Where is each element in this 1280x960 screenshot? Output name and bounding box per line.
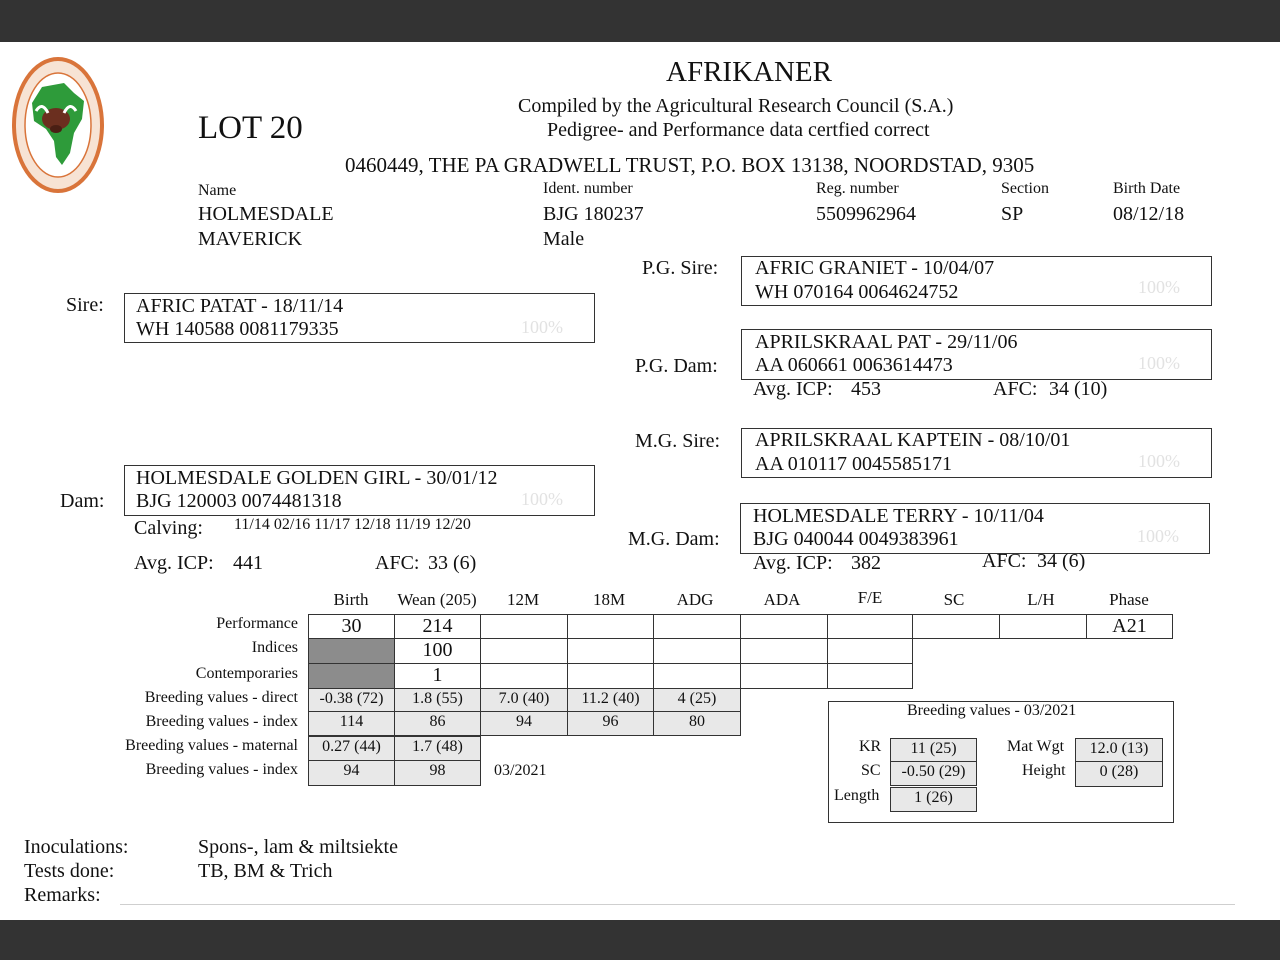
pg-sire-label: P.G. Sire: xyxy=(642,257,719,279)
contemporaries-empty xyxy=(567,663,654,689)
perf-ada xyxy=(740,614,828,639)
pg-dam-line2: AA 060661 0063614473 xyxy=(755,354,953,376)
dam-pct: 100% xyxy=(521,489,563,509)
mg-dam-label: M.G. Dam: xyxy=(628,528,720,550)
pg-sire-box xyxy=(741,256,1212,306)
pg-dam-label: P.G. Dam: xyxy=(635,355,718,377)
sire-line2: WH 140588 0081179335 xyxy=(136,318,339,340)
compiled-by: Compiled by the Agricultural Research Council (S.A.) xyxy=(518,95,954,117)
bv-maternal-index-birth: 94 xyxy=(308,760,395,786)
remarks-label: Remarks: xyxy=(24,884,101,906)
sc-label: SC xyxy=(861,762,881,779)
section-value: SP xyxy=(1001,203,1024,225)
breed-title: AFRIKANER xyxy=(666,56,832,88)
row-label-performance: Performance xyxy=(216,615,298,632)
contemporaries-birth xyxy=(308,663,395,689)
row-label-bv-index: Breeding values - index xyxy=(145,713,298,730)
animal-name-line2: MAVERICK xyxy=(198,228,303,250)
mg-dam-icp-label: Avg. ICP: xyxy=(753,552,833,574)
sire-line1: AFRIC PATAT - 18/11/14 xyxy=(136,295,344,317)
mg-dam-box xyxy=(740,503,1210,554)
bv-maternal-birth: 0.27 (44) xyxy=(308,736,395,761)
reg-label: Reg. number xyxy=(816,180,899,197)
col-header: ADA xyxy=(763,590,801,609)
row-label-bv-direct: Breeding values - direct xyxy=(144,689,298,706)
mg-dam-afc-label: AFC: xyxy=(982,550,1027,572)
indices-empty xyxy=(653,638,741,664)
ident-label: Ident. number xyxy=(543,180,633,197)
mg-sire-pct: 100% xyxy=(1138,451,1180,471)
mg-dam-afc: 34 (6) xyxy=(1037,550,1086,572)
row-label-contemporaries: Contemporaries xyxy=(195,665,298,682)
dam-label: Dam: xyxy=(60,490,105,512)
col-header: F/E xyxy=(857,588,883,607)
sire-label: Sire: xyxy=(66,294,104,316)
row-label-bv-maternal-index: Breeding values - index xyxy=(145,761,298,778)
dam-line1: HOLMESDALE GOLDEN GIRL - 30/01/12 xyxy=(136,467,498,489)
matwgt-label: Mat Wgt xyxy=(1007,738,1065,755)
animal-name-line1: HOLMESDALE xyxy=(198,203,334,225)
contemporaries-empty xyxy=(480,663,568,689)
pg-dam-afc: 34 (10) xyxy=(1049,378,1108,400)
pg-dam-pct: 100% xyxy=(1138,353,1180,373)
mg-sire-box xyxy=(741,428,1212,478)
tests-value: TB, BM & Trich xyxy=(198,860,333,882)
dam-icp: 441 xyxy=(233,552,263,574)
contemporaries-empty xyxy=(740,663,828,689)
breed-society-logo xyxy=(12,57,104,193)
col-header: 12M xyxy=(506,590,540,609)
col-header: Birth xyxy=(333,590,369,609)
bv-direct-12m: 7.0 (40) xyxy=(480,688,568,712)
perf-birth: 30 xyxy=(308,614,395,639)
bv-maternal-wean: 1.7 (48) xyxy=(394,736,481,761)
dam-afc: 33 (6) xyxy=(428,552,477,574)
kr-label: KR xyxy=(859,738,882,755)
perf-18m xyxy=(567,614,654,639)
bv-maternal-index-wean: 98 xyxy=(394,760,481,786)
pg-sire-pct: 100% xyxy=(1138,277,1180,297)
pg-dam-icp-label: Avg. ICP: xyxy=(753,378,833,400)
dam-icp-label: Avg. ICP: xyxy=(134,552,214,574)
contemporaries-empty xyxy=(653,663,741,689)
indices-empty xyxy=(827,638,913,664)
col-header: SC xyxy=(943,590,965,609)
bv-direct-wean: 1.8 (55) xyxy=(394,688,481,712)
reg-number: 5509962964 xyxy=(816,203,916,225)
row-label-indices: Indices xyxy=(251,639,298,656)
col-header: ADG xyxy=(676,590,714,609)
remarks-line xyxy=(120,904,1235,905)
mg-dam-pct: 100% xyxy=(1137,526,1179,546)
ident-number: BJG 180237 xyxy=(543,203,644,225)
perf-fe xyxy=(827,614,913,639)
pg-dam-line1: APRILSKRAAL PAT - 29/11/06 xyxy=(755,331,1018,353)
calving-label: Calving: xyxy=(134,517,203,539)
bv-index-12m: 94 xyxy=(480,711,568,736)
pg-sire-line1: AFRIC GRANIET - 10/04/07 xyxy=(755,257,995,279)
calving-dates: 11/14 02/16 11/17 12/18 11/19 12/20 xyxy=(234,516,471,533)
mg-sire-line2: AA 010117 0045585171 xyxy=(755,453,953,475)
bv-index-adg: 80 xyxy=(653,711,741,736)
certified-text: Pedigree- and Performance data certfied correct xyxy=(547,119,930,141)
matwgt-value: 12.0 (13) xyxy=(1075,738,1163,762)
contemporaries-wean: 1 xyxy=(394,663,481,689)
owner-line: 0460449, THE PA GRADWELL TRUST, P.O. BOX 13138, NOORDSTAD, 9305 xyxy=(345,153,1035,177)
indices-birth xyxy=(308,638,395,664)
bv-index-birth: 114 xyxy=(308,711,395,736)
mg-sire-label: M.G. Sire: xyxy=(635,430,720,452)
pg-sire-line2: WH 070164 0064624752 xyxy=(755,281,959,303)
bv-direct-18m: 11.2 (40) xyxy=(567,688,654,712)
top-bar xyxy=(0,0,1280,42)
section-label: Section xyxy=(1001,180,1049,197)
row-label-bv-maternal: Breeding values - maternal xyxy=(125,737,298,754)
col-header: L/H xyxy=(1027,590,1055,609)
pg-dam-icp: 453 xyxy=(851,378,881,400)
indices-empty xyxy=(740,638,828,664)
kr-value: 11 (25) xyxy=(890,738,977,762)
bv-index-18m: 96 xyxy=(567,711,654,736)
length-value: 1 (26) xyxy=(890,787,977,812)
sire-box xyxy=(124,293,595,343)
contemporaries-empty xyxy=(827,663,913,689)
maternal-date: 03/2021 xyxy=(494,762,547,779)
perf-wean: 214 xyxy=(394,614,481,639)
col-header: Phase xyxy=(1109,590,1149,609)
tests-label: Tests done: xyxy=(24,860,115,882)
dam-box xyxy=(124,465,595,516)
inoculations-label: Inoculations: xyxy=(24,836,129,858)
perf-phase: A21 xyxy=(1086,614,1173,639)
inoculations-value: Spons-, lam & miltsiekte xyxy=(198,836,398,858)
perf-lh xyxy=(999,614,1087,639)
perf-sc xyxy=(912,614,1000,639)
dam-afc-label: AFC: xyxy=(375,552,420,574)
birth-date: 08/12/18 xyxy=(1113,203,1185,225)
col-header: 18M xyxy=(592,590,626,609)
sire-pct: 100% xyxy=(521,317,563,337)
mg-dam-icp: 382 xyxy=(851,552,881,574)
mg-sire-line1: APRILSKRAAL KAPTEIN - 08/10/01 xyxy=(755,429,1071,451)
birth-label: Birth Date xyxy=(1113,180,1181,197)
mg-dam-line2: BJG 040044 0049383961 xyxy=(753,528,959,550)
bv-index-wean: 86 xyxy=(394,711,481,736)
dam-line2: BJG 120003 0074481318 xyxy=(136,490,342,512)
sex: Male xyxy=(543,228,585,250)
col-header: Wean (205) xyxy=(397,590,477,609)
bottom-bar xyxy=(0,920,1280,960)
height-value: 0 (28) xyxy=(1075,761,1163,787)
breeding-values-box xyxy=(828,701,1174,823)
pg-dam-box xyxy=(741,329,1212,380)
lot-number: LOT 20 xyxy=(198,110,303,146)
mg-dam-line1: HOLMESDALE TERRY - 10/11/04 xyxy=(753,505,1044,527)
pg-dam-afc-label: AFC: xyxy=(993,378,1038,400)
perf-12m xyxy=(480,614,568,639)
name-label: Name xyxy=(198,182,237,199)
bv-direct-adg: 4 (25) xyxy=(653,688,741,712)
indices-empty xyxy=(567,638,654,664)
length-label: Length xyxy=(834,787,880,804)
height-label: Height xyxy=(1022,762,1066,779)
indices-empty xyxy=(480,638,568,664)
indices-wean: 100 xyxy=(394,638,481,664)
perf-adg xyxy=(653,614,741,639)
sc-value: -0.50 (29) xyxy=(890,761,977,786)
bv-direct-birth: -0.38 (72) xyxy=(308,688,395,712)
bv-box-title: Breeding values - 03/2021 xyxy=(907,702,1077,719)
